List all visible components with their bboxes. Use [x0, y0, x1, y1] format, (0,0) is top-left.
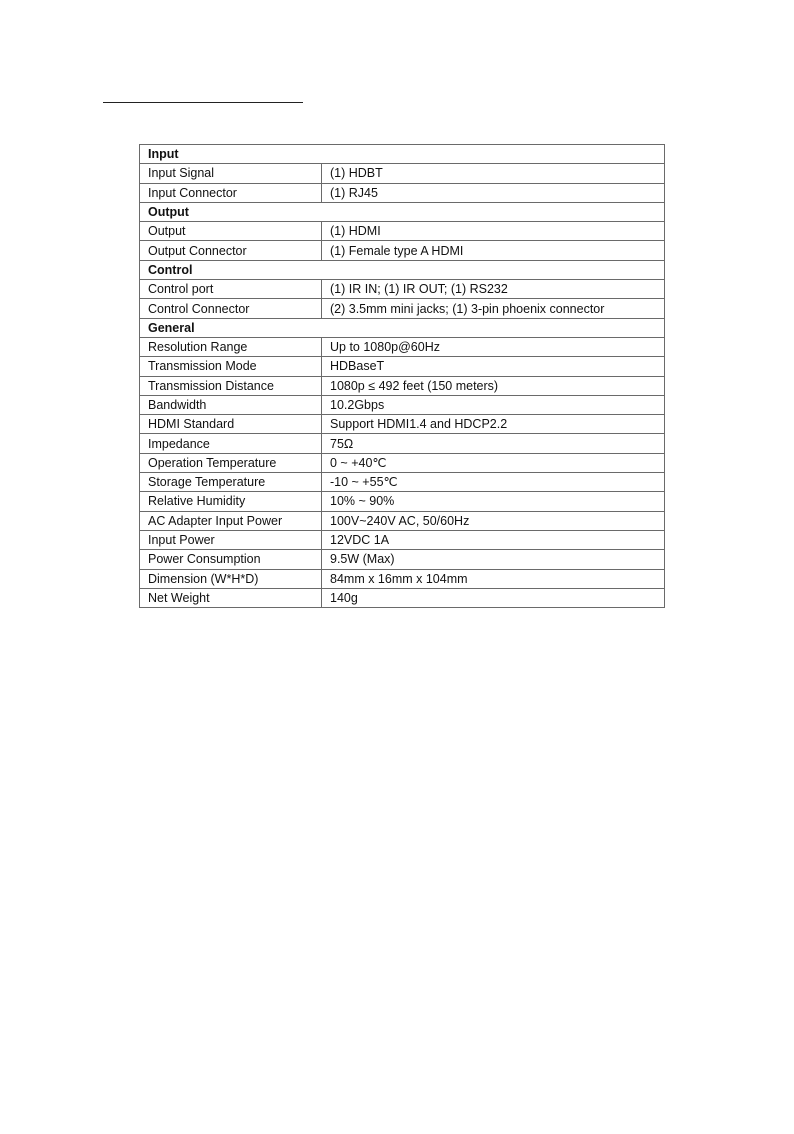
spec-label: Storage Temperature	[140, 473, 322, 492]
spec-row-power-consumption	[140, 550, 665, 569]
spec-value: 84mm x 16mm x 104mm	[322, 569, 665, 588]
spec-value: 10.2Gbps	[322, 395, 665, 414]
spec-label: Input Signal	[140, 164, 322, 183]
spec-value: (1) HDBT	[322, 164, 665, 183]
spec-label: Control Connector	[140, 299, 322, 318]
spec-row-input-connector	[140, 183, 665, 202]
spec-value: (1) IR IN; (1) IR OUT; (1) RS232	[322, 280, 665, 299]
spec-row-relative-humidity	[140, 492, 665, 511]
spec-label: Output	[140, 222, 322, 241]
spec-value: 0 ~ +40℃	[322, 453, 665, 472]
spec-label: Input Power	[140, 530, 322, 549]
spec-row-resolution-range	[140, 337, 665, 356]
spec-value: 12VDC 1A	[322, 530, 665, 549]
section-title: General	[140, 318, 665, 337]
spec-label: Net Weight	[140, 588, 322, 607]
section-title: Output	[140, 202, 665, 221]
spec-row-transmission-distance	[140, 376, 665, 395]
spec-label: Control port	[140, 280, 322, 299]
section-header-general	[140, 318, 665, 337]
spec-value: Up to 1080p@60Hz	[322, 337, 665, 356]
spec-row-net-weight	[140, 588, 665, 607]
spec-row-ac-adapter-input-power	[140, 511, 665, 530]
spec-label: Output Connector	[140, 241, 322, 260]
spec-row-hdmi-standard	[140, 415, 665, 434]
spec-value: 75Ω	[322, 434, 665, 453]
spec-label: Bandwidth	[140, 395, 322, 414]
spec-row-bandwidth	[140, 395, 665, 414]
spec-label: Operation Temperature	[140, 453, 322, 472]
spec-row-transmission-mode	[140, 357, 665, 376]
spec-value: 10% ~ 90%	[322, 492, 665, 511]
spec-label: Dimension (W*H*D)	[140, 569, 322, 588]
spec-row-output	[140, 222, 665, 241]
spec-row-input-power	[140, 530, 665, 549]
spec-value: 140g	[322, 588, 665, 607]
spec-row-control-connector	[140, 299, 665, 318]
spec-value: 9.5W (Max)	[322, 550, 665, 569]
spec-value: Support HDMI1.4 and HDCP2.2	[322, 415, 665, 434]
spec-value: (1) RJ45	[322, 183, 665, 202]
spec-value: HDBaseT	[322, 357, 665, 376]
spec-label: AC Adapter Input Power	[140, 511, 322, 530]
specification-table	[139, 144, 665, 608]
spec-row-dimension	[140, 569, 665, 588]
spec-row-output-connector	[140, 241, 665, 260]
spec-row-operation-temperature	[140, 453, 665, 472]
specification-table-body	[140, 145, 665, 608]
spec-value: (2) 3.5mm mini jacks; (1) 3-pin phoenix connector	[322, 299, 665, 318]
spec-value: 1080p ≤ 492 feet (150 meters)	[322, 376, 665, 395]
section-header-output	[140, 202, 665, 221]
section-header-input	[140, 145, 665, 164]
spec-label: HDMI Standard	[140, 415, 322, 434]
spec-label: Transmission Mode	[140, 357, 322, 376]
spec-label: Input Connector	[140, 183, 322, 202]
spec-value: (1) Female type A HDMI	[322, 241, 665, 260]
spec-label: Transmission Distance	[140, 376, 322, 395]
spec-row-control-port	[140, 280, 665, 299]
section-header-control	[140, 260, 665, 279]
spec-label: Relative Humidity	[140, 492, 322, 511]
spec-row-storage-temperature	[140, 473, 665, 492]
section-title: Control	[140, 260, 665, 279]
spec-row-impedance	[140, 434, 665, 453]
spec-label: Power Consumption	[140, 550, 322, 569]
section-title: Input	[140, 145, 665, 164]
spec-label: Resolution Range	[140, 337, 322, 356]
spec-row-input-signal	[140, 164, 665, 183]
header-rule	[103, 102, 303, 103]
spec-label: Impedance	[140, 434, 322, 453]
spec-value: 100V~240V AC, 50/60Hz	[322, 511, 665, 530]
spec-value: (1) HDMI	[322, 222, 665, 241]
spec-value: -10 ~ +55℃	[322, 473, 665, 492]
